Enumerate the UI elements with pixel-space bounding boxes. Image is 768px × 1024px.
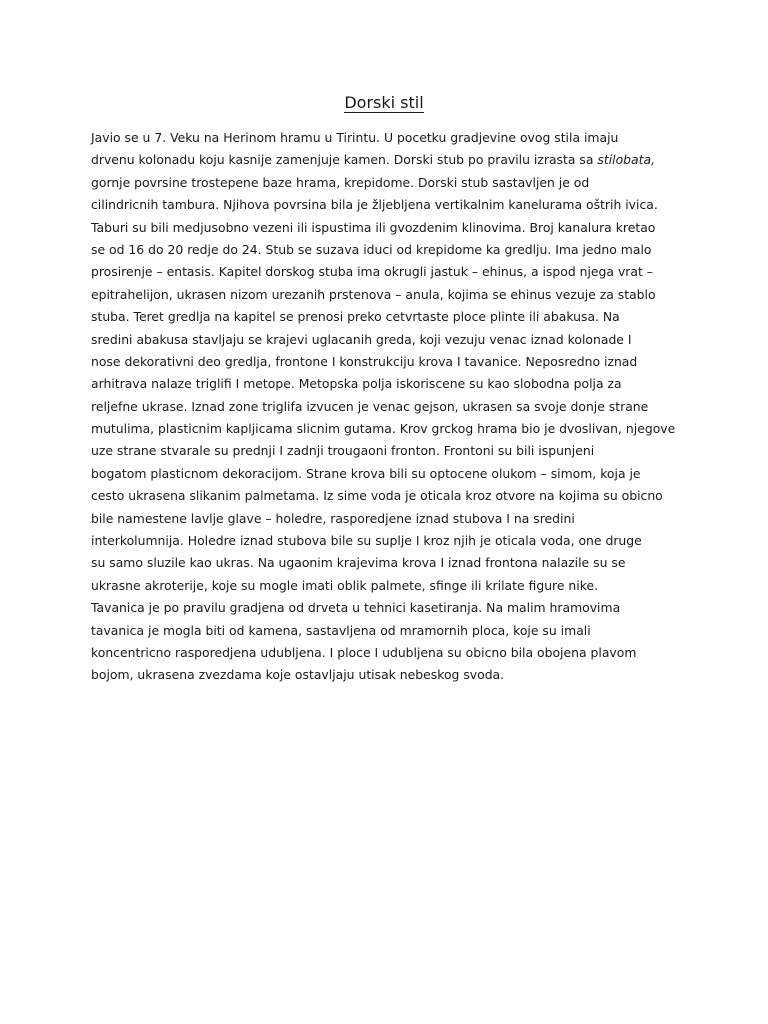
text-line: mutulima, plasticnim kapljicama slicnim gutama. Krov grckog hrama bio je dvoslivan, njegove: [91, 421, 676, 437]
document-body: [91, 127, 706, 687]
text-line: koncentricno rasporedjena udubljena. I ploce I udubljena su obicno bila obojena plavom: [91, 644, 637, 660]
text-line: nose dekorativni deo gredlja, frontone I konstrukciju krova I tavanice. Neposredno iznad: [91, 353, 638, 369]
text-line: prosirenje – entasis. Kapitel dorskog stuba ima okrugli jastuk – ehinus, a ispod njega vrat –: [91, 264, 653, 280]
text-line: [91, 149, 706, 171]
text-segment: drvenu kolonadu koju kasnije zamenjuje kamen. Dorski stub po pravilu izrasta sa: [91, 152, 594, 168]
document-title: [0, 92, 768, 114]
text-line: stuba. Teret gredlja na kapitel se prenosi preko cetvrtaste ploce plinte ili abakusa. Na: [91, 309, 620, 325]
text-line: reljefne ukrase. Iznad zone triglifa izvucen je venac gejson, ukrasen sa svoje donje strane: [91, 398, 649, 414]
text-line: Javio se u 7. Veku na Herinom hramu u Tirintu. U pocetku gradjevine ovog stila imaju: [91, 130, 619, 145]
text-line: arhitrava nalaze triglifi I metope. Metopska polja iskoriscene su kao slobodna polja za: [91, 376, 622, 392]
text-line: ukrasne akroterije, koje su mogle imati oblik palmete, sfinge ili krilate figure nike.: [91, 577, 599, 593]
text-line: bojom, ukrasena zvezdama koje ostavljaju utisak nebeskog svoda.: [91, 667, 505, 683]
text-line: uze strane stvarale su prednji I zadnji trougaoni fronton. Frontoni su bili ispunjeni: [91, 443, 595, 459]
text-line: epitrahelijon, ukrasen nizom urezanih prstenova – anula, kojima se ehinus vezuje za stablo: [91, 286, 656, 302]
text-line: sredini abakusa stavljaju se krajevi uglacanih greda, koji vezuju venac iznad kolonade I: [91, 331, 632, 347]
text-line: bile namestene lavlje glave – holedre, rasporedjene iznad stubova I na sredini: [91, 510, 575, 526]
text-line: bogatom plasticnom dekoracijom. Strane krova bili su optocene olukom – simom, koja je: [91, 465, 641, 481]
text-line: se od 16 do 20 redje do 24. Stub se suzava iduci od krepidome ka gredlju. Ima jedno malo: [91, 241, 652, 257]
document-title-text: Dorski stil: [344, 93, 424, 112]
text-line: cesto ukrasena slikanim palmetama. Iz sime voda je oticala kroz otvore na kojima su obicno: [91, 488, 663, 504]
text-line: Tavanica je po pravilu gradjena od drveta u tehnici kasetiranja. Na malim hramovima: [91, 600, 621, 616]
text-line: su samo sluzile kao ukras. Na ugaonim krajevima krova I iznad frontona nalazile su se: [91, 555, 626, 571]
text-line: cilindricnih tambura. Njihova povrsina bila je žljebljena vertikalnim kanelurama oštrih ivica.: [91, 197, 658, 213]
text-line: gornje povrsine trostepene baze hrama, krepidome. Dorski stub sastavljen je od: [91, 174, 590, 190]
text-line: tavanica je mogla biti od kamena, sastavljena od mramornih ploca, koje su imali: [91, 622, 591, 638]
text-line: Taburi su bili medjusobno vezeni ili ispustima ili gvozdenim klinovima. Broj kanalura kretao: [91, 219, 656, 235]
text-segment-italic: stilobata,: [597, 152, 656, 168]
text-line: interkolumnija. Holedre iznad stubova bile su suplje I kroz njih je oticala voda, one druge: [91, 533, 642, 549]
